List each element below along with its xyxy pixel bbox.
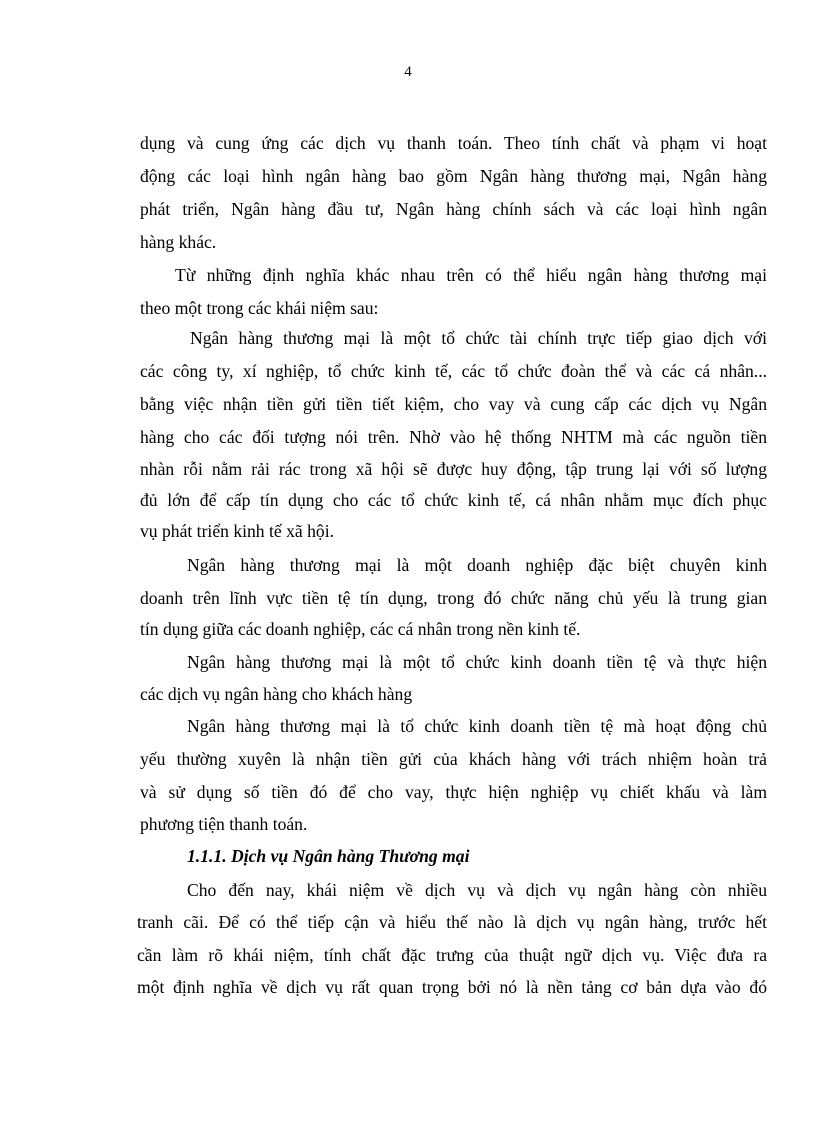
- text-line: một định nghĩa về dịch vụ rất quan trọng bởi nó là nền tảng cơ bản dựa vào đó: [137, 977, 767, 997]
- page-number: 4: [404, 64, 412, 80]
- text-line: theo một trong các khái niệm sau:: [140, 298, 379, 318]
- text-line: và sử dụng số tiền đó để cho vay, thực hiện nghiệp vụ chiết khấu và làm: [140, 782, 767, 802]
- text-line: Cho đến nay, khái niệm về dịch vụ và dịch vụ ngân hàng còn nhiều: [187, 880, 767, 900]
- text-line: Ngân hàng thương mại là tổ chức kinh doanh tiền tệ mà hoạt động chủ: [187, 716, 767, 736]
- text-line: nhàn rỗi nằm rải rác trong xã hội sẽ được huy động, tập trung lại với số lượng: [140, 459, 767, 479]
- text-line: hàng khác.: [140, 232, 217, 252]
- text-line: Ngân hàng thương mại là một tổ chức kinh doanh tiền tệ và thực hiện: [187, 652, 767, 672]
- text-line: các công ty, xí nghiệp, tổ chức kinh tế, các tổ chức đoàn thể và các cá nhân...: [140, 361, 767, 381]
- text-line: các dịch vụ ngân hàng cho khách hàng: [140, 684, 413, 704]
- text-line: dụng và cung ứng các dịch vụ thanh toán. Theo tính chất và phạm vi hoạt: [140, 133, 767, 153]
- text-line: động các loại hình ngân hàng bao gồm Ngân hàng thương mại, Ngân hàng: [140, 166, 767, 186]
- text-line: bằng việc nhận tiền gửi tiền tiết kiệm, cho vay và cung cấp các dịch vụ Ngân: [140, 394, 767, 414]
- text-line: yếu thường xuyên là nhận tiền gửi của khách hàng với trách nhiệm hoàn trả: [140, 749, 767, 769]
- text-line: hàng cho các đối tượng nói trên. Nhờ vào hệ thống NHTM mà các nguồn tiền: [140, 427, 767, 447]
- text-line: Từ những định nghĩa khác nhau trên có thể hiểu ngân hàng thương mại: [175, 265, 767, 285]
- text-line: phương tiện thanh toán.: [140, 814, 308, 834]
- text-line: tranh cãi. Để có thể tiếp cận và hiểu thế nào là dịch vụ ngân hàng, trước hết: [137, 912, 767, 932]
- text-line: vụ phát triển kinh tế xã hội.: [140, 521, 334, 541]
- text-line: đủ lớn để cấp tín dụng cho các tổ chức kinh tế, cá nhân nhằm mục đích phục: [140, 490, 767, 510]
- text-line: Ngân hàng thương mại là một tổ chức tài chính trực tiếp giao dịch với: [190, 328, 767, 348]
- text-line: phát triển, Ngân hàng đầu tư, Ngân hàng chính sách và các loại hình ngân: [140, 199, 767, 219]
- section-heading: 1.1.1. Dịch vụ Ngân hàng Thương mại: [187, 846, 470, 866]
- text-line: cần làm rõ khái niệm, tính chất đặc trưng của thuật ngữ dịch vụ. Việc đưa ra: [137, 945, 767, 965]
- text-line: tín dụng giữa các doanh nghiệp, các cá nhân trong nền kinh tế.: [140, 619, 581, 639]
- text-line: Ngân hàng thương mại là một doanh nghiệp đặc biệt chuyên kinh: [187, 555, 767, 575]
- text-line: doanh trên lĩnh vực tiền tệ tín dụng, trong đó chức năng chủ yếu là trung gian: [140, 588, 767, 608]
